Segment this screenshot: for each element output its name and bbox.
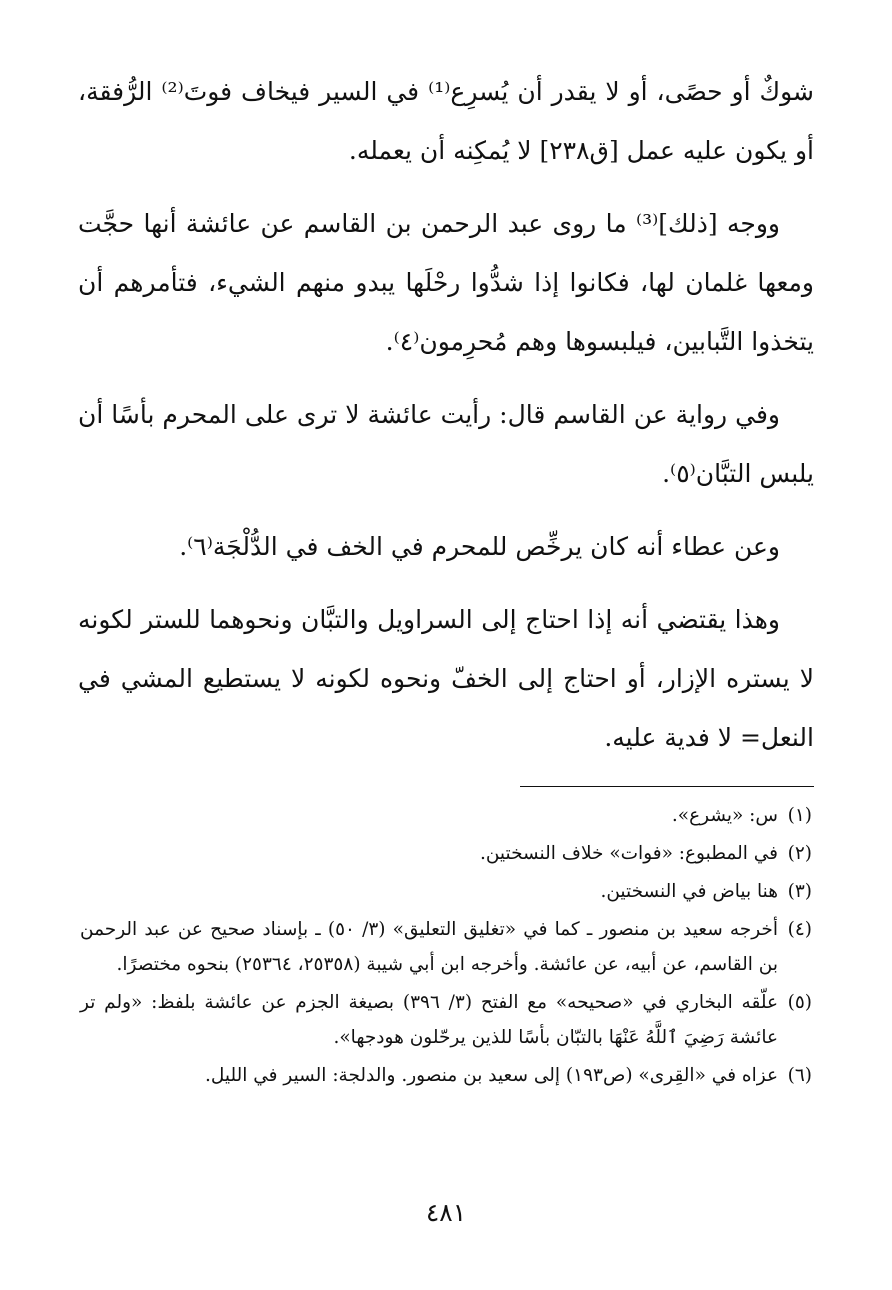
footnote-4 <box>80 912 812 982</box>
footnote-text: في المطبوع: «فوات» خلاف النسختين. <box>479 843 778 864</box>
paragraph-3: وفي رواية عن القاسم قال: رأيت عائشة لا ترى على المحرم بأسًا أن يلبس التبَّان⁽٥⁾. <box>78 400 814 488</box>
footnote-text: س: «يشرع». <box>671 805 778 826</box>
footnote-number: (٦) <box>787 1065 812 1086</box>
page-number: ٤٨١ <box>425 1198 467 1227</box>
paragraph-4: وعن عطاء أنه كان يرخِّص للمحرم في الخف في الدُّلْجَة⁽٦⁾. <box>179 532 780 561</box>
paragraph-2: ووجه [ذلك]⁽³⁾ ما روى عبد الرحمن بن القاسم عن عائشة أنها حجَّت ومعها غلمان لها، فكانوا إذا شدُّوا رحْلَها يبدو منهم الشيء، فتأمرهم أن يتخذوا التَّبابين، فيلبسوها وهم مُحرِمون⁽٤⁾. <box>78 209 814 356</box>
footnote-3 <box>80 874 812 909</box>
footnote-5 <box>80 985 812 1055</box>
paragraph-5: وهذا يقتضي أنه إذا احتاج إلى السراويل والتبَّان ونحوهما للستر لكونه لا يستره الإزار، أو احتاج إلى الخفّ ونحوه لكونه لا يستطيع المشي في النعل= لا فدية عليه. <box>78 605 814 752</box>
footnote-divider <box>520 786 814 787</box>
footnote-number: (٣) <box>787 881 812 902</box>
footnote-text: هنا بياض في النسختين. <box>600 881 778 902</box>
footnote-number: (٤) <box>787 919 812 940</box>
footnotes <box>80 798 812 1096</box>
main-text <box>78 62 814 781</box>
footnote-2 <box>80 836 812 871</box>
footnote-1 <box>80 798 812 833</box>
footnote-text: عزاه في «القِرى» (ص١٩٣) إلى سعيد بن منصور. والدلجة: السير في الليل. <box>204 1065 778 1086</box>
footnote-number: (٢) <box>787 843 812 864</box>
footnote-text: علّقه البخاري في «صحيحه» مع الفتح (٣/ ٣٩٦) بصيغة الجزم عن عائشة بلفظ: «ولم تر عائشة رَضِيَ ٱللَّهُ عَنْهَا بالتبّان بأسًا للذين يرحّلون هودجها». <box>80 992 778 1048</box>
paragraph-1: شوكٌ أو حصًى، أو لا يقدر أن يُسرِع⁽¹⁾ في السير فيخاف فوتَ⁽²⁾ الرُّفقة، أو يكون عليه عمل [ق٢٣٨] لا يُمكِنه أن يعمله. <box>78 77 814 165</box>
footnote-number: (١) <box>787 805 812 826</box>
footnote-text: أخرجه سعيد بن منصور ـ كما في «تغليق التعليق» (٣/ ٥٠) ـ بإسناد صحيح عن عبد الرحمن بن القاسم، عن أبيه، عن عائشة. وأخرجه ابن أبي شيبة (٢٥٣٥٨، ٢٥٣٦٤) بنحوه مختصرًا. <box>80 919 778 975</box>
footnote-6 <box>80 1058 812 1093</box>
footnote-number: (٥) <box>787 992 812 1013</box>
